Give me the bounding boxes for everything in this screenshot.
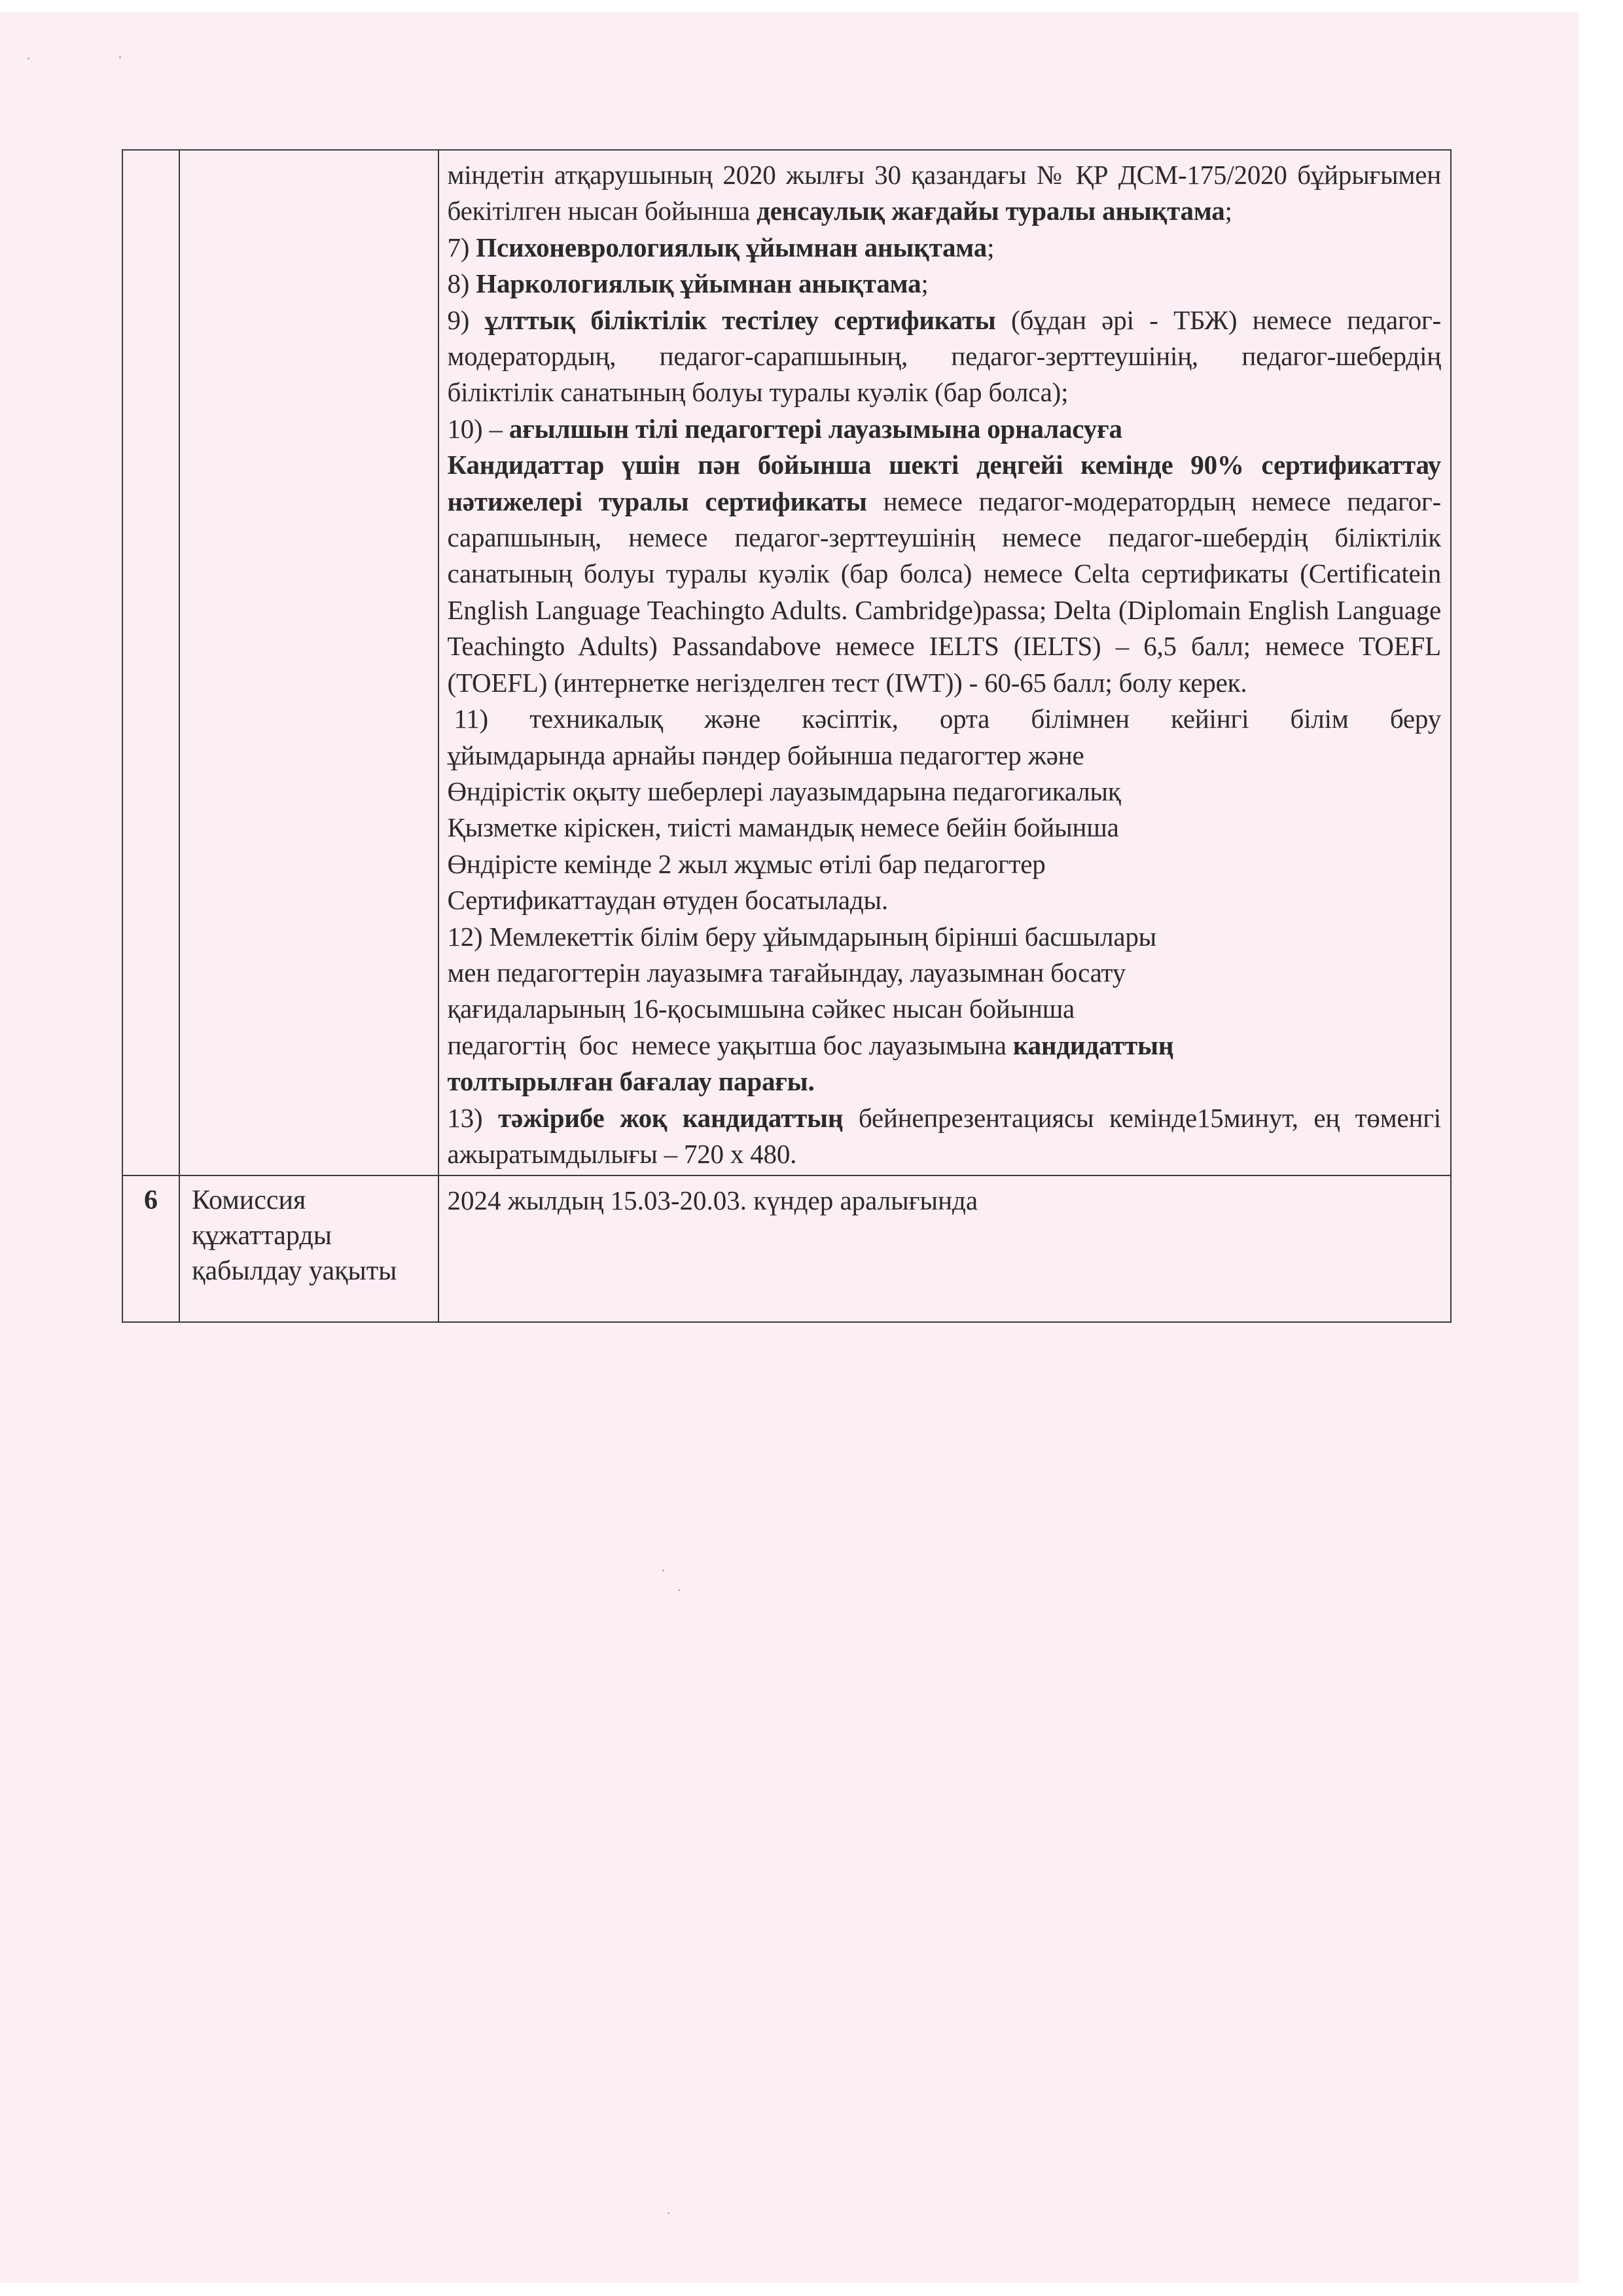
item-10-heading (447, 411, 1441, 447)
item-11-line-1: 11) техникалық және кәсіптік, орта білімнен кейінгі білім беру (454, 704, 1441, 734)
item-number: 8) (447, 268, 476, 299)
text: ; (1224, 196, 1232, 226)
row-number-cell: 6 (122, 1175, 179, 1322)
item-11-line-4: Қызметке кірiскен, тиісті мамандық немесе бейін бойынша (447, 812, 1119, 843)
item-11-line-6: Сертификаттаудан өтуден босатылады. (447, 885, 888, 916)
text: ; (921, 268, 929, 299)
row-number-cell (122, 150, 179, 1175)
row-content-cell (438, 150, 1451, 1175)
text: ; (987, 232, 995, 262)
item-12-line-1: 12) Мемлекеттік білім беру ұйымдарының бірінші басшылары (447, 921, 1156, 952)
table-row (122, 1175, 1451, 1322)
text: педагогтің бос немесе уақытша бос лауазымына (447, 1030, 1013, 1060)
item-9-national-test (447, 302, 1441, 411)
text: (бұдан әрі - ТБЖ) немесе педагог-модератордың, педагог-сарапшының, педагог-зерттеушінің, педагог-шебердің біліктілік санатының болуы туралы куәлік (бар болса); (447, 304, 1441, 408)
item-12-line-3: қағидаларының 16-қосымшына сәйкес нысан бойынша (447, 994, 1075, 1024)
requirements-table (122, 149, 1452, 1323)
item-12-line-2: мен педагогтерін лауазымға тағайындау, лауазымнан босату (447, 957, 1126, 988)
bold-text: кандидаттың (1012, 1030, 1174, 1060)
item-6-health-certificate (447, 157, 1441, 230)
row-label-cell: Комиссия құжаттарды қабылдау уақыты (179, 1175, 438, 1322)
scan-speck (662, 1570, 664, 1571)
item-number: 7) (447, 232, 476, 262)
row-label-cell (179, 150, 438, 1175)
item-11-line-3: Өндірістік оқыту шеберлері лауазымдарына педагогикалық (447, 776, 1121, 806)
text: бейнепрезентациясы кемінде15минут, ең төменгі ажыратымдылығы – 720 х 480. (447, 1102, 1441, 1169)
item-number: 10) – (447, 413, 509, 444)
text: немесе педагог-модератордың немесе педагог-сарапшының, немесе педагог-зерттеушінің немесе педагог-шебердің біліктілік санатының болуы туралы куәлік (бар болса) немесе Celta сертификаты (Certificatein English Language Teachingto Adults. Cambridge)passa; Delta (Diplomain English Language Teachingto Adults) Passandabove немесе IELTS (IELTS) – 6,5 балл; немесе TOEFL (TOEFL) (интернетке негізделген тест (IWT)) - 60-65 балл; болу керек. (447, 486, 1441, 698)
scan-speck (678, 1589, 680, 1591)
text: міндетін атқарушының 2020 жылғы 30 қазандағы № ҚР ДСМ-175/2020 бұйрығымен бекітілген нысан бойынша (447, 160, 1441, 226)
bold-text: Кандидаттар үшін пән бойынша шекті деңгейі кемінде 90% сертификаттау нәтижелері туралы сертификаты (447, 450, 1441, 516)
item-11-line-5: Өндірісте кемінде 2 жыл жұмыс өтілі бар педагогтер (447, 848, 1046, 879)
item-number: 13) (447, 1102, 499, 1133)
bold-text: ағылшын тілі педагогтері лауазымына орналасуға (508, 413, 1122, 444)
scan-speck (668, 2212, 669, 2214)
scan-speck (27, 58, 29, 60)
item-12-line-4 (447, 1028, 1441, 1064)
bold-text: тәжірибе жоқ кандидаттың (498, 1102, 844, 1133)
item-13-video-presentation (447, 1100, 1441, 1173)
bold-text: Наркологиялық ұйымнан анықтама (476, 268, 921, 299)
item-7-psychoneurology (447, 230, 1441, 266)
item-12-line-5 (447, 1064, 1441, 1100)
bold-text: ұлттық біліктілік тестілеу сертификаты (484, 304, 996, 335)
row-content-cell: 2024 жылдың 15.03-20.03. күндер аралығында (438, 1175, 1451, 1322)
table-row (122, 150, 1451, 1175)
item-11-line-2: ұйымдарында арнайы пәндер бойынша педагогтер және (447, 740, 1084, 770)
item-10-english-certificates (447, 447, 1441, 701)
bold-text: толтырылған бағалау парағы. (447, 1066, 815, 1097)
bold-text: денсаулық жағдайы туралы анықтама (757, 196, 1225, 226)
scan-speck (119, 56, 121, 58)
bold-text: Психоневрологиялық ұйымнан анықтама (476, 232, 988, 262)
item-8-narcology (447, 266, 1441, 302)
item-number: 9) (447, 304, 485, 335)
